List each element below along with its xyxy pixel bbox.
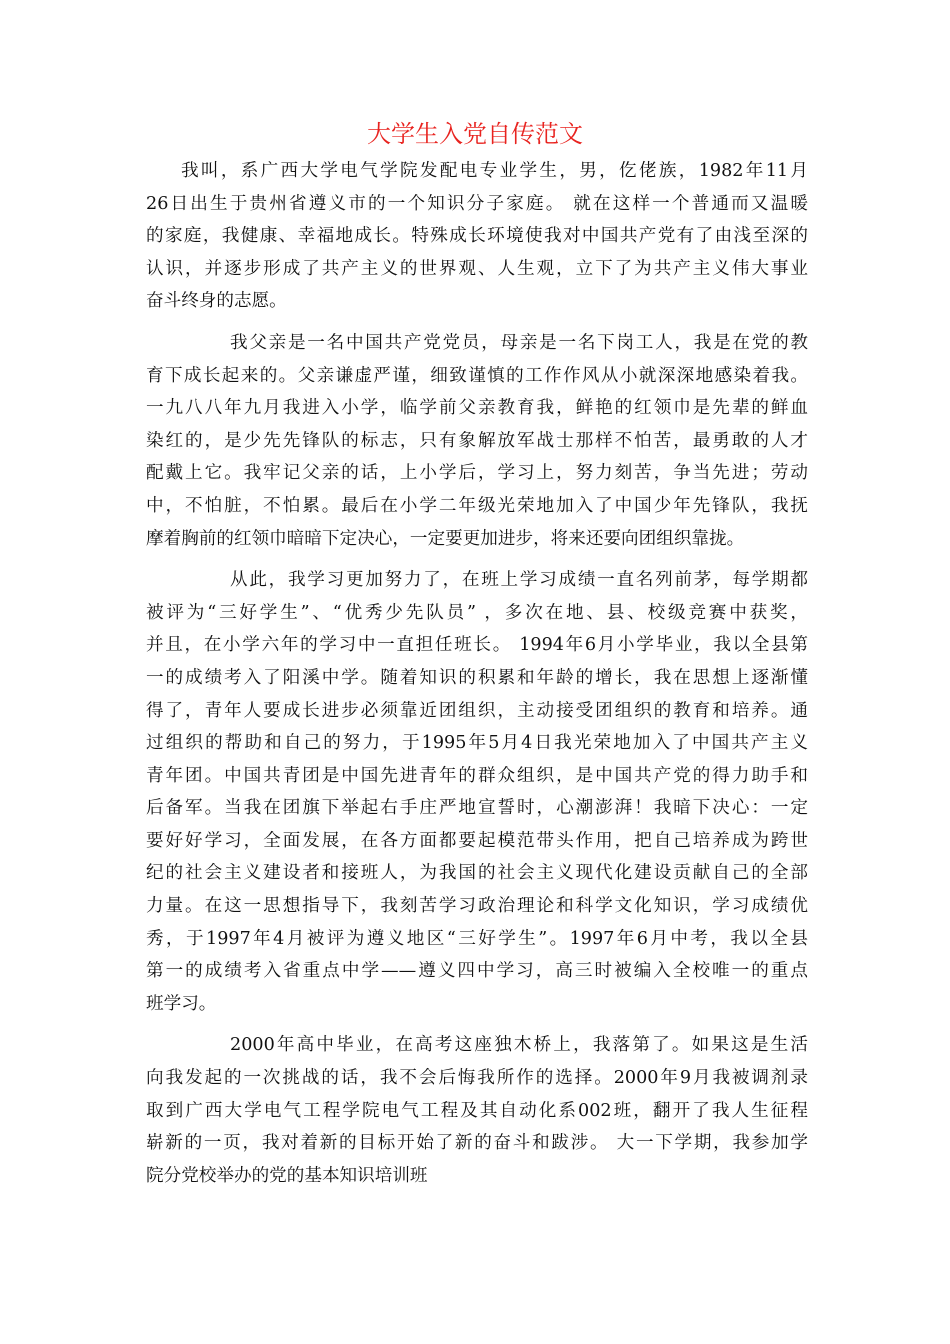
paragraph-4 (146, 1029, 808, 1192)
paragraph-line: 育下成长起来的。父亲谦虚严谨，细致谨慎的工作作风从小就深深地感染着我。 (146, 365, 808, 386)
paragraph-line: 奋斗终身的志愿。 (146, 291, 287, 312)
paragraph-line: 纪的社会主义建设者和接班人，为我国的社会主义现代化建设贡献自己的全部 (146, 863, 808, 884)
paragraph-line: 我父亲是一名中国共产党党员，母亲是一名下岗工人，我是在党的教 (230, 332, 808, 353)
paragraph-2 (146, 327, 808, 555)
paragraph-line: 向我发起的一次挑战的话，我不会后悔我所作的选择。2000年9月我被调剂录 (146, 1068, 808, 1089)
paragraph-line: 秀，于1997年4月被评为遵义地区“三好学生”。1997年6月中考，我以全县 (146, 928, 808, 949)
paragraph-line: 青年团。中国共青团是中国先进青年的群众组织，是中国共产党的得力助手和 (146, 765, 808, 786)
paragraph-line: 中，不怕脏，不怕累。最后在小学二年级光荣地加入了中国少年先锋队，我抚 (146, 495, 808, 516)
paragraph-line: 配戴上它。我牢记父亲的话，上小学后，学习上，努力刻苦，争当先进；劳动 (146, 463, 808, 484)
paragraph-line: 过组织的帮助和自己的努力，于1995年5月4日我光荣地加入了中国共产主义 (146, 733, 808, 754)
paragraph-line: 认识，并逐步形成了共产主义的世界观、人生观，立下了为共产主义伟大事业 (146, 258, 808, 279)
paragraph-line: 我叫，系广西大学电气学院发配电专业学生，男，仡佬族，1982年11月 (181, 161, 808, 181)
paragraph-line: 取到广西大学电气工程学院电气工程及其自动化系002班，翻开了我人生征程 (146, 1100, 808, 1121)
paragraph-line: 2000年高中毕业，在高考这座独木桥上，我落第了。如果这是生活 (230, 1035, 808, 1056)
paragraph-line: 要好好学习，全面发展，在各方面都要起模范带头作用，把自己培养成为跨世 (146, 830, 808, 851)
paragraph-line: 并且，在小学六年的学习中一直担任班长。 1994年6月小学毕业，我以全县第 (146, 635, 808, 656)
paragraph-line: 一的成绩考入了阳溪中学。随着知识的积累和年龄的增长，我在思想上逐渐懂 (146, 667, 808, 688)
paragraph-1 (146, 155, 808, 318)
paragraph-line: 一九八八年九月我进入小学，临学前父亲教育我，鲜艳的红领巾是先辈的鲜血 (146, 398, 808, 419)
paragraph-line: 班学习。 (146, 993, 217, 1014)
paragraph-line: 院分党校举办的党的基本知识培训班 (146, 1165, 428, 1186)
paragraph-line: 后备军。当我在团旗下举起右手庄严地宣誓时，心潮澎湃！我暗下决心：一定 (146, 798, 808, 819)
document-title: 大学生入党自传范文 (367, 120, 583, 148)
document-body (146, 155, 808, 1192)
paragraph-line: 被评为“三好学生”、“优秀少先队员” ，多次在地、县、校级竞赛中获奖， (146, 602, 808, 623)
paragraph-line: 从此，我学习更加努力了，在班上学习成绩一直名列前茅，每学期都 (230, 570, 808, 591)
paragraph-line: 染红的，是少先先锋队的标志，只有象解放军战士那样不怕苦，最勇敢的人才 (146, 430, 808, 451)
paragraph-line: 摩着胸前的红领巾暗暗下定决心，一定要更加进步，将来还要向团组织靠拢。 (146, 528, 745, 549)
paragraph-line: 崭新的一页，我对着新的目标开始了新的奋斗和跋涉。 大一下学期，我参加学 (146, 1133, 808, 1154)
paragraph-3 (146, 564, 808, 1020)
paragraph-line: 26日出生于贵州省遵义市的一个知识分子家庭。 就在这样一个普通而又温暖 (146, 193, 808, 214)
paragraph-line: 得了，青年人要成长进步必须靠近团组织，主动接受团组织的教育和培养。通 (146, 700, 808, 721)
paragraph-line: 的家庭，我健康、幸福地成长。特殊成长环境使我对中国共产党有了由浅至深的 (146, 226, 808, 247)
paragraph-line: 第一的成绩考入省重点中学——遵义四中学习，高三时被编入全校唯一的重点 (146, 961, 808, 982)
paragraph-line: 力量。在这一思想指导下，我刻苦学习政治理论和科学文化知识，学习成绩优 (146, 896, 808, 917)
